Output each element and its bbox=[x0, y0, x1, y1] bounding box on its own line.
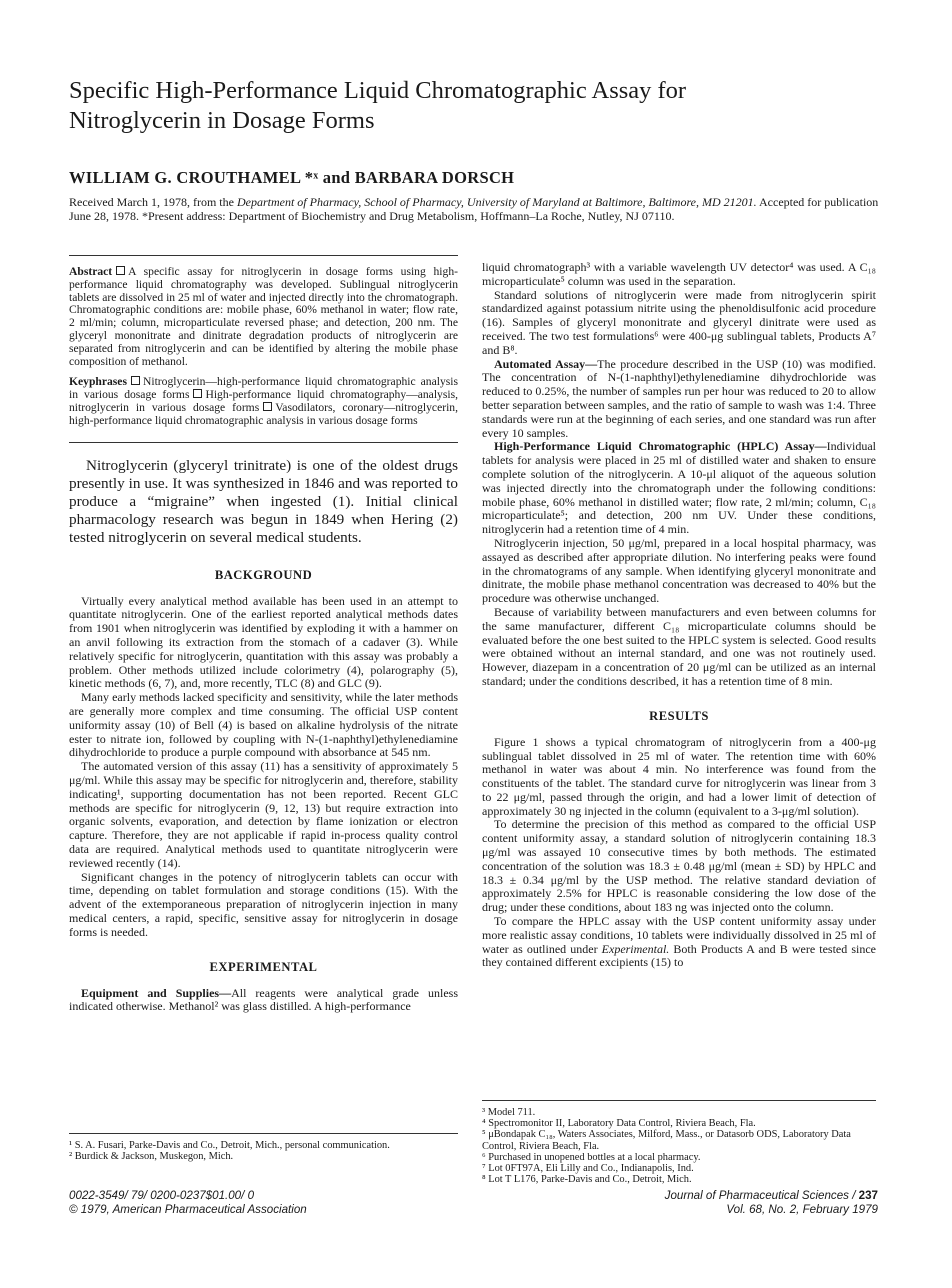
footnote-4: ⁴ Spectromonitor II, Laboratory Data Control, Riviera Beach, Fla. bbox=[482, 1118, 756, 1130]
footnote-2: ² Burdick & Jackson, Muskegon, Mich. bbox=[69, 1151, 234, 1163]
footnote-rule bbox=[482, 1100, 876, 1101]
right-column bbox=[482, 261, 876, 970]
background-heading: BACKGROUND bbox=[214, 567, 313, 582]
results-heading: RESULTS bbox=[649, 708, 709, 723]
automated-assay-label: Automated Assay— bbox=[494, 356, 598, 371]
background-paragraph-4: Significant changes in the potency of nitroglycerin tablets can occur with time, depending on tablet formulation and storage conditions (15). With the advent of the extemporaneous preparation of nitroglycerin injection in many medical centers, a rapid, specific, sensitive assay for nitroglycerin in dosage forms is needed. bbox=[69, 869, 458, 939]
background-paragraph-3: The automated version of this assay (11) has a sensitivity of approximately 5 μg/ml. While this assay may be specific for nitroglycerin and, therefore, stability indicating¹, supporting documentation has not been reported. Recent GLC methods are specific for nitroglycerin (9, 12, 13) but require extraction into organic solvents, evaporation, and detection by flame ionization or electron capture. Therefore, they are not applicable if rapid in-process quality control data are required. Analytical methods used to quantitate nitroglycerin were reviewed recently (14). bbox=[69, 759, 458, 870]
left-column bbox=[69, 255, 458, 1014]
box-bullet-icon bbox=[116, 266, 125, 275]
injection-paragraph: Nitroglycerin injection, 50 μg/ml, prepared in a local hospital pharmacy, was assayed as described after appropriate dilution. No interfering peaks were found in the chromatograms of any sample. When identifying glyceryl mononitrate and dinitrate, the mobile phase methanol concentration was decreased to 40% but the procedure was otherwise unchanged. bbox=[482, 535, 876, 606]
abstract-label: Abstract bbox=[69, 265, 113, 278]
abstract-text: A specific assay for nitroglycerin in dosage forms using high-performance liquid chromatography was developed. Sublingual nitroglycerin tablets are dissolved in 25 ml of water and injected directly into the chromatograph. Chromatographic conditions are: mobile phase, 60% methanol in water; flow rate, 2 ml/min; column, microparticulate reversed phase; and detection, 200 nm. The glyceryl mononitrate and dinitrate degradation products of nitroglycerin are separated from nitroglycerin and can be identified by altering the mobile phase composition of methanol. bbox=[69, 265, 458, 368]
hplc-assay-paragraph bbox=[482, 440, 876, 537]
affiliation: Department of Pharmacy, School of Pharmacy, University of Maryland at Baltimore, Baltimore, MD 21201. bbox=[236, 195, 757, 209]
footnote-rule bbox=[69, 1133, 458, 1134]
volume-line: Vol. 68, No. 2, February 1979 bbox=[726, 1203, 878, 1216]
footer-right bbox=[560, 1189, 878, 1217]
experimental-heading: EXPERIMENTAL bbox=[209, 959, 318, 974]
box-bullet-icon bbox=[131, 376, 140, 385]
equipment-label: Equipment and Supplies— bbox=[81, 985, 232, 1000]
background-paragraph-2: Many early methods lacked specificity and sensitivity, while the later methods are generally more complex and time consuming. The official USP content uniformity assay (10) of Bell (4) is based on alkaline hydrolysis of the nitrate ester to nitrate ion, followed by coupling with N-(1-naphthyl)ethylenediamine dihydrochloride to produce a purple compound with absorbance at 545 nm. bbox=[69, 690, 458, 760]
equipment-continued: liquid chromatograph³ with a variable wavelength UV detector⁴ was used. A C₁₈ microparticulate⁵ column was used in the separation. bbox=[482, 260, 876, 288]
footnote-5: ⁵ μBondapak C₁₈, Waters Associates, Milford, Mass., or Datasorb ODS, Laboratory Data Control, Riviera Beach, Fla. bbox=[482, 1129, 851, 1152]
introduction: Nitroglycerin (glyceryl trinitrate) is one of the oldest drugs presently in use. It was synthesized in 1846 and was reported to produce a “migraine” when ingested (1). Initial clinical pharmacology research was begun in 1849 when Hering (2) tested nitroglycerin on several medical students. bbox=[69, 456, 458, 547]
footnote-8: ⁸ Lot T L176, Parke-Davis and Co., Detroit, Mich. bbox=[482, 1174, 692, 1186]
journal-name: Journal of Pharmaceutical Sciences / bbox=[664, 1189, 859, 1202]
hplc-assay-label: High-Performance Liquid Chromatographic (HPLC) Assay— bbox=[494, 439, 827, 454]
accepted-note: Accepted for publication June 28, 1978. *Present address: Department of Biochemistry and Drug Metabolism, Hoffmann–La Roche, Nutley, NJ 07110. bbox=[69, 195, 879, 223]
footer-left bbox=[69, 1189, 307, 1217]
authors: WILLIAM G. CROUTHAMEL *ˣ and BARBARA DORSCH bbox=[69, 168, 515, 187]
footnote-3: ³ Model 711. bbox=[482, 1107, 536, 1118]
footnote-6: ⁶ Purchased in unopened bottles at a local pharmacy. bbox=[482, 1151, 701, 1163]
standards-paragraph: Standard solutions of nitroglycerin were made from nitroglycerin spirit standardized against potassium nitrite using the phenoldisulfonic acid procedure (16). Samples of glyceryl mononitrate and glyceryl dinitrate were used as received. The two test formulations⁶ were 400-μg sublingual tablets, Products A⁷ and B⁸. bbox=[482, 287, 876, 357]
background-section bbox=[69, 568, 458, 940]
abstract-bottom-rule bbox=[69, 442, 458, 443]
automated-assay-paragraph bbox=[482, 358, 876, 441]
box-bullet-icon bbox=[193, 389, 202, 398]
equipment-text: All reagents were analytical grade unless indicated otherwise. Methanol² was glass distilled. A high-performance bbox=[69, 985, 459, 1014]
keyphrases-label: Keyphrases bbox=[69, 375, 127, 389]
received-date: Received March 1, 1978, from the bbox=[69, 195, 237, 209]
hplc-assay-text: Individual tablets for analysis were placed in 25 ml of distilled water and shaken to ensure complete solution of the nitroglycerin. A 10-μl aliquot of the aqueous solution was injected directly into the chromatograph under the following conditions: mobile phase, 60% methanol in distilled water; flow rate, 2 ml/min; column, C₁₈ microparticulate⁵; and detection, 200 nm UV. Under these conditions, nitroglycerin had a retention time of 4 min. bbox=[482, 439, 876, 537]
equipment-paragraph bbox=[69, 987, 458, 1015]
copyright-line: © 1979, American Pharmaceutical Association bbox=[69, 1203, 307, 1216]
results-p3-emphasis: Experimental. bbox=[601, 941, 670, 956]
results-paragraph-1: Figure 1 shows a typical chromatogram of nitroglycerin from a 400-μg sublingual tablet dissolved in 25 ml of water. The retention time with 60% methanol in water was about 4 min. No interference was found from the constituents of the tablet. The standard curve for nitroglycerin was linear from 3 to 22 μg/ml, passed through the origin, and had a lower limit of detection of approximately 30 ng injected in the column (equivalent to a 3-μg/ml solution). bbox=[482, 734, 876, 818]
issn-line: 0022-3549/ 79/ 0200-0237$01.00/ 0 bbox=[69, 1189, 255, 1202]
title-line-2: Nitroglycerin in Dosage Forms bbox=[69, 107, 375, 134]
abstract-box bbox=[69, 256, 458, 442]
journal-line bbox=[560, 1189, 878, 1203]
results-paragraph-3 bbox=[482, 915, 876, 970]
keyphrase-3: Vasodilators, coronary—nitroglycerin, high-performance liquid chromatographic analysis in various dosage forms bbox=[69, 400, 458, 427]
left-footnotes bbox=[69, 1133, 458, 1162]
page-number: 237 bbox=[858, 1189, 878, 1202]
title-line-1: Specific High-Performance Liquid Chromatographic Assay for bbox=[69, 77, 687, 104]
experimental-section bbox=[69, 960, 458, 1015]
footnote-1: ¹ S. A. Fusari, Parke-Davis and Co., Detroit, Mich., personal communication. bbox=[69, 1140, 390, 1151]
results-p3-end: Both Products A and B were tested since they contained different excipients (15) to bbox=[482, 941, 876, 970]
keyphrase-2: High-performance liquid chromatography—analysis, nitroglycerin in various dosage forms bbox=[69, 388, 458, 414]
article-title bbox=[69, 76, 889, 136]
results-p3-start: To compare the HPLC assay with the USP content uniformity assay under more realistic assay conditions, 10 tablets were individually dissolved in 25 ml of water as outlined under bbox=[482, 914, 876, 956]
keyphrases bbox=[69, 376, 458, 427]
results-paragraph-2: To determine the precision of this method as compared to the official USP content uniformity assay, a standard solution of nitroglycerin containing 18.3 μg/ml was assayed 10 consecutive times by both methods. The estimated concentration of the solution was 18.3 ± 0.48 μg/ml (mean ± SD) by HPLC and 18.3 ± 0.34 μg/ml by the USP method. The relative standard deviation of approximately 2.5% for HPLC is reasonable considering the low dose of the drug; under these conditions, about 183 ng was injected onto the column. bbox=[482, 817, 876, 915]
automated-assay-text: The procedure described in the USP (10) was modified. The concentration of N-(1-naphthyl)ethylenediamine dihydrochloride was reduced to 0.25%, the number of samples run per hour was reduced to 20 to allow better separation between samples, and the ratio of sample to wash was 1:4. Three standards were run at the beginning of each series, and one standard was run after every 10 samples. bbox=[482, 356, 876, 440]
variability-paragraph: Because of variability between manufacturers and even between columns for the same manufacturer, different C₁₈ microparticulate columns should be evaluated before the one best suited to the HPLC system is selected. Good results were obtained without an internal standard, and one was not routinely used. However, diazepam in a concentration of 20 μg/ml can be utilized as an internal standard; under the conditions described, it has a retention time of 8 min. bbox=[482, 604, 876, 688]
background-paragraph-1: Virtually every analytical method available has been used in an attempt to quantitate nitroglycerin. One of the earliest reported analytical methods dates from 1901 when nitroglycerin was identified by exploding it with a hammer on an anvil following its extraction from the stomach of a cadaver (3). While relatively specific for nitroglycerin, quantitation with this assay was probably a problem. Other methods utilized include colorimetry (4), polarography (5), kinetic methods (6, 7), and, more recently, TLC (8) and GLC (9). bbox=[69, 593, 458, 691]
box-bullet-icon bbox=[263, 402, 272, 411]
right-footnotes bbox=[482, 1100, 876, 1185]
received-note bbox=[69, 195, 881, 223]
abstract bbox=[69, 266, 458, 368]
keyphrase-1: Nitroglycerin—high-performance liquid chromatographic analysis in various dosage forms bbox=[69, 375, 458, 402]
footnote-7: ⁷ Lot 0FT97A, Eli Lilly and Co., Indianapolis, Ind. bbox=[482, 1163, 694, 1175]
